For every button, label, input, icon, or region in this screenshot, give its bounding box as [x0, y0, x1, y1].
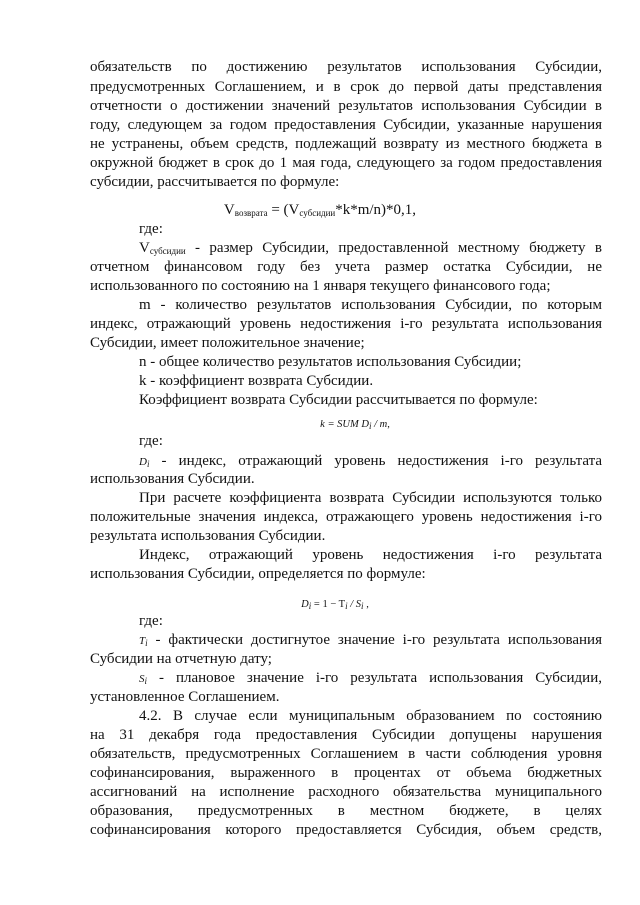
text-line: положительные значения индекса, отражающего уровень недостижения i-го [90, 509, 602, 525]
formula-d: Di = 1 − Ti / Si , [301, 599, 369, 611]
where-label: где: [139, 221, 163, 237]
text-line: Субсидии на отчетную дату; [90, 651, 272, 667]
text-line: использования Субсидии. [90, 471, 255, 487]
text-line: использования Субсидии, определяется по формуле: [90, 566, 426, 582]
text-line: Субсидии, имеет положительное значение; [90, 335, 365, 351]
text-line: году, следующем за годом предоставления Субсидии, указанные нарушения [90, 117, 602, 133]
text-line: $V_{субсидии}$ - размер Субсидии, предоставленной местному бюджету в [139, 240, 602, 256]
text-line: установленное Соглашением. [90, 689, 280, 705]
text-line: предусмотренных Соглашением, и в срок до первой даты представления [90, 79, 602, 95]
text-line: образования, предусмотренных в местном бюджете, в целях [90, 803, 602, 819]
text-line: использованного по состоянию на 1 января текущего финансового года; [90, 278, 551, 294]
formula-k: k = SUM Di / m, [320, 419, 390, 431]
text-line: $S_i$ - плановое значение i-го результата использования Субсидии, [139, 670, 602, 686]
text-line: ассигнований на исполнение расходного обязательства муниципального [90, 784, 602, 800]
text-line: $D_i$ - индекс, отражающий уровень недостижения i-го результата [139, 453, 602, 469]
text-line: окружной бюджет в срок до 1 мая года, следующего за годом предоставления [90, 155, 602, 171]
formula-return-volume: $V_{возврата} = (V_{субсидии}*k*m/n)*0,1$, [223, 202, 417, 218]
definition-k: k - коэффициент возврата Субсидии. [139, 373, 374, 389]
text-line: 4.2. В случае если муниципальным образованием по состоянию [139, 708, 602, 724]
text-line: софинансирования, выраженного в процентах от объема бюджетных [90, 765, 602, 781]
text-line: При расчете коэффициента возврата Субсидии используются только [139, 490, 602, 506]
text-line: m - количество результатов использования Субсидии, по которым [139, 297, 602, 313]
text-line: отчетности о достижении значений результатов использования Субсидии в [90, 98, 602, 114]
text-line: на 31 декабря года предоставления Субсидии допущены нарушения [90, 727, 602, 743]
where-label: где: [139, 433, 163, 449]
text-line: отчетном финансовом году без учета размер остатка Субсидии, не [90, 259, 602, 275]
text-line: результата использования Субсидии. [90, 528, 326, 544]
text-line: не устранены, объем средств, подлежащий возврату из местного бюджета в [90, 136, 602, 152]
text-line: обязательств по достижению результатов использования Субсидии, [90, 59, 602, 75]
text-line: субсидии, рассчитывается по формуле: [90, 174, 340, 190]
text-line: Индекс, отражающий уровень недостижения i-го результата [139, 547, 602, 563]
definition-n: n - общее количество результатов использования Субсидии; [139, 354, 522, 370]
where-label: где: [139, 613, 163, 629]
text-line: обязательств, предусмотренных Соглашением в части соблюдения уровня [90, 746, 602, 762]
k-formula-intro: Коэффициент возврата Субсидии рассчитывается по формуле: [139, 392, 538, 408]
text-line: индекс, отражающий уровень недостижения i-го результата использования [90, 316, 602, 332]
text-line: $T_i$ - фактически достигнутое значение i-го результата использования [139, 632, 602, 648]
text-line: софинансирования которого предоставляется Субсидия, объем средств, [90, 822, 602, 838]
